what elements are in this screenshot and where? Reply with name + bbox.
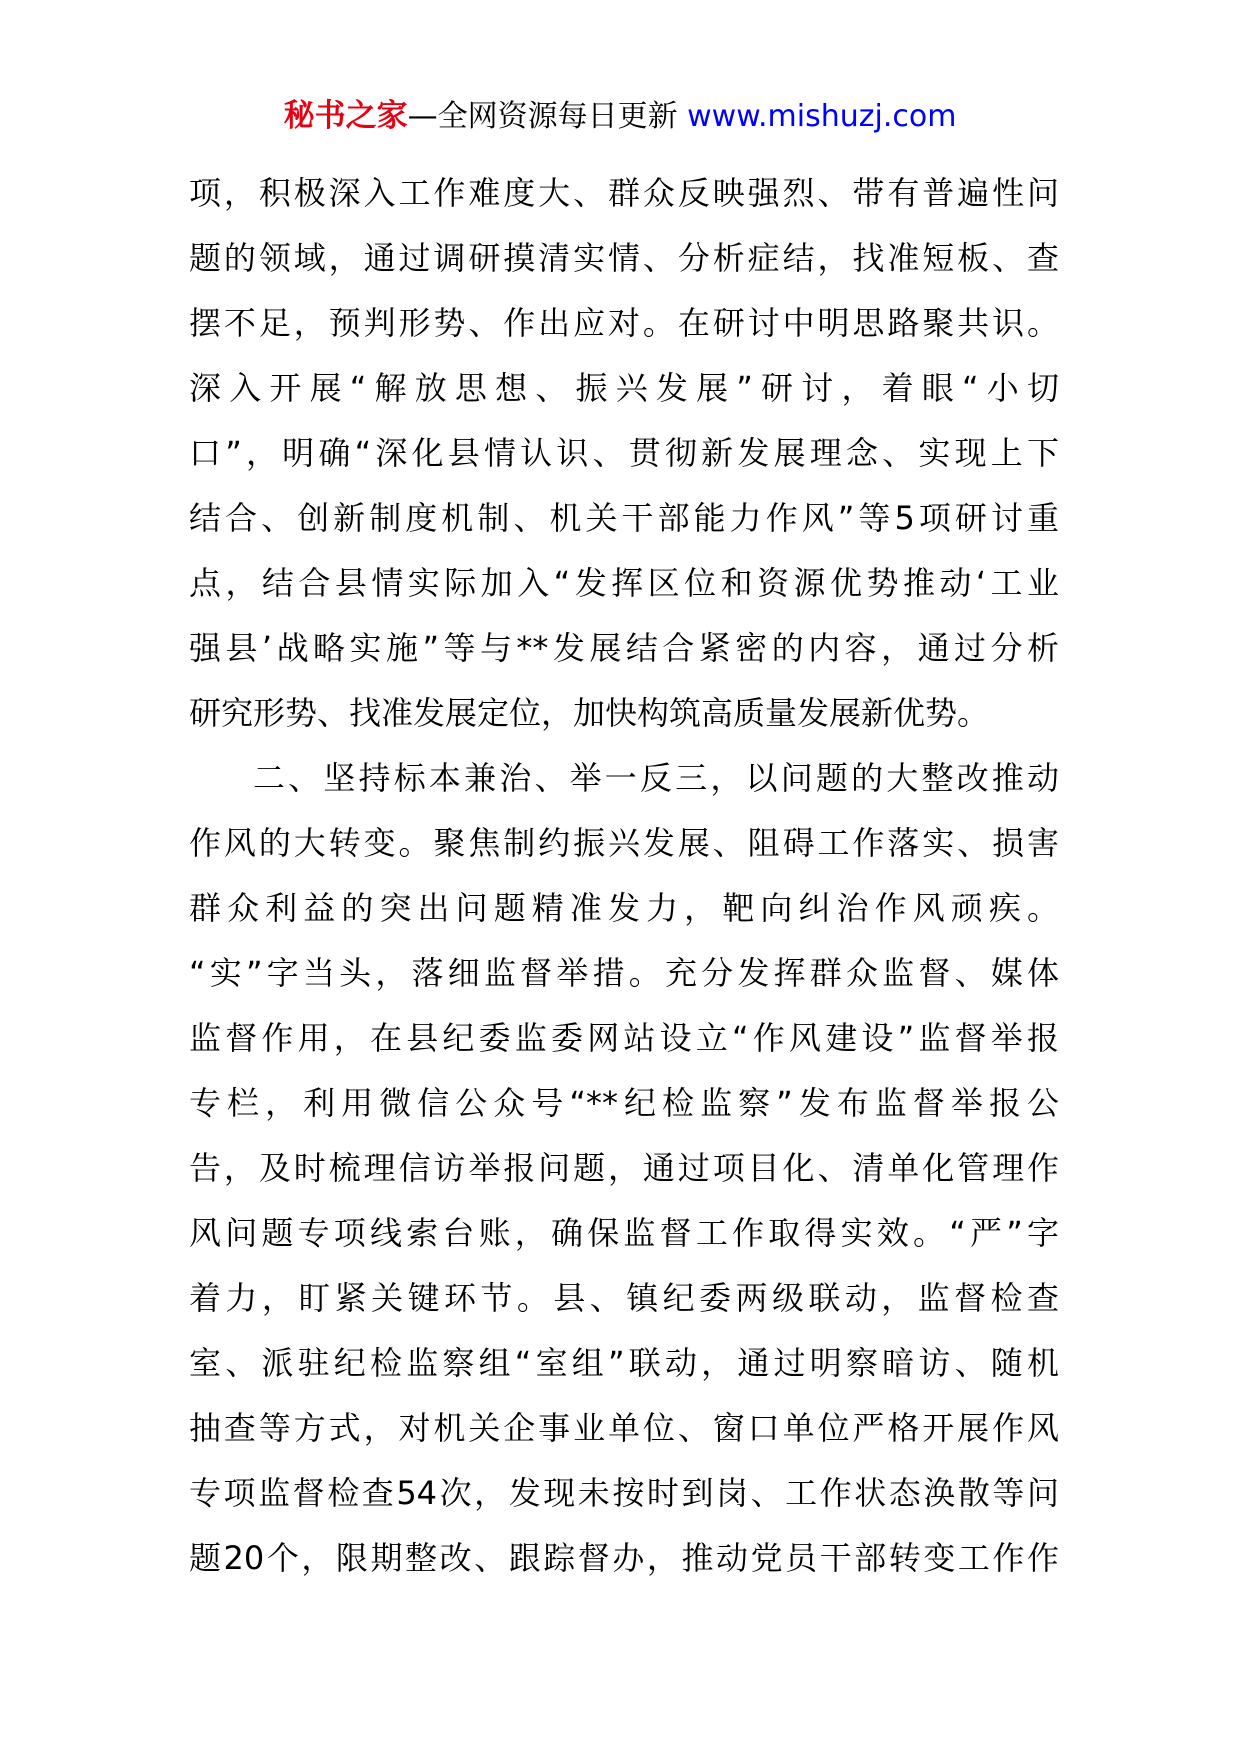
text-line: 题的领域，通过调研摸清实情、分析症结，找准短板、查 (189, 239, 1059, 277)
brand-name: 秘书之家 (283, 98, 408, 134)
text-line: 强县’战略实施”等与**发展结合紧密的内容，通过分析 (189, 629, 1059, 667)
site-header (0, 96, 1240, 137)
text-line: 结合、创新制度机制、机关干部能力作风”等5项研讨重 (189, 499, 1059, 537)
text-line: 风问题专项线索台账，确保监督工作取得实效。“严”字 (189, 1214, 1059, 1252)
text-line: 监督作用，在县纪委监委网站设立“作风建设”监督举报 (189, 1019, 1059, 1057)
text-line: 专项监督检查54次，发现未按时到岗、工作状态涣散等问 (189, 1474, 1059, 1512)
text-line: 项，积极深入工作难度大、群众反映强烈、带有普遍性问 (189, 174, 1059, 212)
site-url-link[interactable]: www.mishuzj.com (687, 99, 957, 134)
text-line: 研究形势、找准发展定位，加快构筑高质量发展新优势。 (189, 694, 990, 732)
text-line: 室、派驻纪检监察组“室组”联动，通过明察暗访、随机 (189, 1344, 1059, 1382)
header-tagline: —全网资源每日更新 (407, 99, 688, 134)
section-heading-line: 二、坚持标本兼治、举一反三，以问题的大整改推动 (253, 759, 1059, 797)
text-line: 抽查等方式，对机关企事业单位、窗口单位严格开展作风 (189, 1409, 1059, 1447)
text-line: 点，结合县情实际加入“发挥区位和资源优势推动‘工业 (189, 564, 1059, 602)
text-line: 摆不足，预判形势、作出应对。在研讨中明思路聚共识。 (189, 304, 1059, 342)
document-body (189, 161, 1059, 1591)
text-line: 群众利益的突出问题精准发力，靶向纠治作风顽疾。 (189, 889, 1059, 927)
text-line: “实”字当头，落细监督举措。充分发挥群众监督、媒体 (189, 954, 1059, 992)
text-line: 题20个，限期整改、跟踪督办，推动党员干部转变工作作 (189, 1539, 1059, 1577)
text-line: 作风的大转变。聚焦制约振兴发展、阻碍工作落实、损害 (189, 824, 1059, 862)
text-line: 专栏，利用微信公众号“**纪检监察”发布监督举报公 (189, 1084, 1059, 1122)
text-line: 告，及时梳理信访举报问题，通过项目化、清单化管理作 (189, 1149, 1059, 1187)
text-line: 口”，明确“深化县情认识、贯彻新发展理念、实现上下 (189, 434, 1059, 472)
text-line: 深入开展“解放思想、振兴发展”研讨，着眼“小切 (189, 369, 1059, 407)
text-line: 着力，盯紧关键环节。县、镇纪委两级联动，监督检查 (189, 1279, 1059, 1317)
